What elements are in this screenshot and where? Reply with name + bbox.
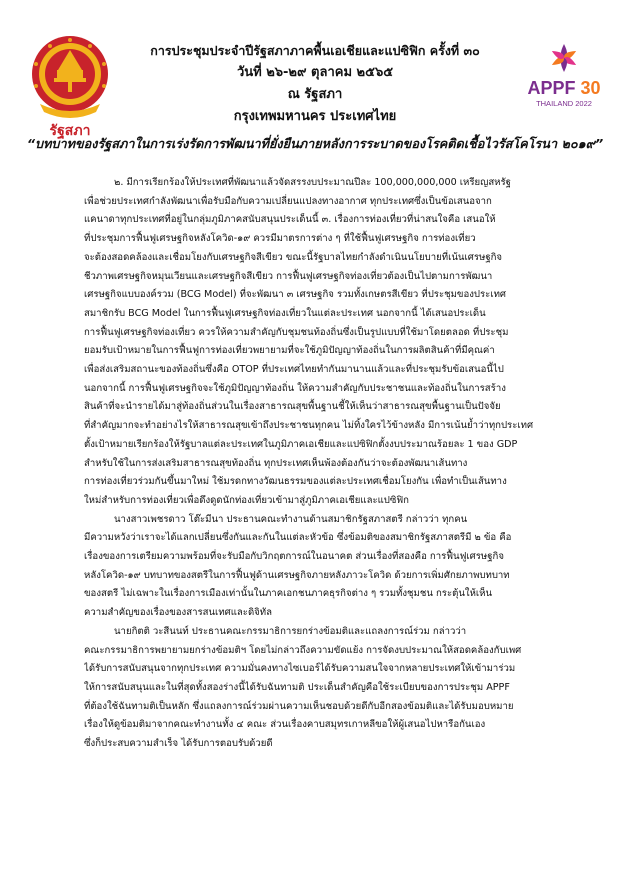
text-line: ของสตรี ไม่เฉพาะในเรื่องการเมืองเท่านั้นในภาคเอกชนภาคธุรกิจต่าง ๆ รวมทั้งชุมชน กระตุ้นให้เห็น bbox=[84, 588, 493, 600]
text-line: ตั้งเป้าหมายเรียกร้องให้รัฐบาลแต่ละประเทศในภูมิภาคเอเชียและแปซิฟิกตั้งงบประมาณร้อยละ 1 ของ GDP bbox=[84, 438, 518, 450]
text-line: การท่องเที่ยวร่วมกันขึ้นมาใหม่ ใช้มรดกทางวัฒนธรรมของแต่ละประเทศเชื่อมโยงกัน เพื่อทำเป็นเส้นทาง bbox=[84, 476, 507, 488]
paragraph-2 bbox=[84, 511, 604, 623]
text-line: คณะกรรมาธิการพยายามยกร่างข้อมติฯ โดยไม่กล่าวถึงความขัดแย้ง การจัดงบประมาณให้สอดคล้องกับเพศ bbox=[84, 644, 522, 656]
text-line: ยอมรับเป้าหมายในการฟื้นฟูการท่องเที่ยวพยายามที่จะใช้ภูมิปัญญาท้องถิ่นในการผลิตสินค้าที่มีคุณค่า bbox=[84, 345, 495, 357]
svg-text:THAILAND 2022: THAILAND 2022 bbox=[536, 99, 592, 108]
text-line: ให้การสนับสนุนและในที่สุดทั้งสองร่างนี้ได้รับฉันทามติ ประเด็นสำคัญคือใช้ระเบียบของการประชุม APPF bbox=[84, 681, 510, 693]
text-line: หลังโควิด-๑๙ บทบาทของสตรีในการฟื้นฟูด้านเศรษฐกิจภายหลังภาวะโควิด ด้วยการเพิ่มศักยภาพบทบาท bbox=[84, 569, 510, 581]
document-header bbox=[110, 40, 520, 128]
document-body bbox=[84, 174, 604, 754]
text-line: ที่ต้องใช้ฉันทามติเป็นหลัก ซึ่งแถลงการณ์ร่วมผ่านความเห็นชอบด้วยดีกับอีกสองข้อมติและได้รับมอบหมาย bbox=[84, 700, 514, 712]
appf-logo-icon bbox=[518, 42, 610, 114]
meeting-city: กรุงเทพมหานคร ประเทศไทย bbox=[233, 109, 397, 124]
text-line: จะต้องสอดคล้องและเชื่อมโยงกับเศรษฐกิจสีเขียว ขณะนี้รัฐบาลไทยกำลังดำเนินนโยบายที่เน้นเศรษฐกิจ bbox=[84, 251, 503, 263]
paragraph-1 bbox=[84, 174, 604, 511]
seal-caption: รัฐสภา bbox=[49, 123, 91, 139]
text-line: ได้รับการสนับสนุนจากทุกประเทศ ความมั่นคงทางไซเบอร์ได้รับความสนใจจากหลายประเทศให้เข้ามาร่วม bbox=[84, 663, 516, 675]
text-line: ๒. มีการเรียกร้องให้ประเทศที่พัฒนาแล้วจัดสรรงบประมาณปีละ 100,000,000,000 เหรียญสหรัฐ bbox=[114, 177, 511, 188]
meeting-venue: ณ รัฐสภา bbox=[287, 87, 343, 102]
text-line: การฟื้นฟูเศรษฐกิจท่องเที่ยว ควรให้ความสำคัญกับชุมชนท้องถิ่นซึ่งเป็นรูปแบบที่ใช้มาโดยตลอด ที่ประชุม bbox=[84, 326, 509, 338]
text-line: ชีวภาพเศรษฐกิจหมุนเวียนและเศรษฐกิจสีเขียว การฟื้นฟูเศรษฐกิจท่องเที่ยวต้องเป็นไปตามการพัฒนา bbox=[84, 270, 493, 282]
text-line: ใหม่สำหรับการท่องเที่ยวเพื่อดึงดูดนักท่องเที่ยวเข้ามาสู่ภูมิภาคเอเชียและแปซิฟิก bbox=[84, 494, 409, 506]
text-line: มีความหวังว่าเราจะได้แลกเปลี่ยนซึ่งกันและกันในแต่ละหัวข้อ ซึ่งข้อมติของสมาชิกรัฐสภาสตรีมี ๒ ข้อ คือ bbox=[84, 532, 512, 544]
text-line: เรื่องของการเตรียมความพร้อมที่จะรับมือกับวิกฤตการณ์ในอนาคต ส่วนเรื่องที่สองคือ การฟื้นฟูเศรษฐกิจ bbox=[84, 551, 504, 563]
text-line: นอกจากนี้ การฟื้นฟูเศรษฐกิจจะใช้ภูมิปัญญาท้องถิ่น ให้ความสำคัญกับประชาชนและท้องถิ่นในการสร้าง bbox=[84, 382, 506, 394]
meeting-title: การประชุมประจำปีรัฐสภาภาคพื้นเอเชียและแปซิฟิก ครั้งที่ ๓๐ bbox=[150, 43, 480, 58]
text-line: นางสาวเพชรดาว โต๊ะมีนา ประธานคณะทำงานด้านสมาชิกรัฐสภาสตรี กล่าวว่า ทุกคน bbox=[114, 513, 468, 525]
text-line: เรื่องให้ดูข้อมติมาจากคณะทำงานทั้ง ๔ คณะ ส่วนเรื่องคาบสมุทรเกาหลีขอให้ผู้เสนอไปหารือกันเอง bbox=[84, 719, 486, 731]
text-line: ซึ่งก็ประสบความสำเร็จ ได้รับการตอบรับด้วยดี bbox=[84, 738, 273, 750]
text-line: ที่ประชุมการฟื้นฟูเศรษฐกิจหลังโควิด-๑๙ ควรมีมาตรการต่าง ๆ ที่ใช้ฟื้นฟูเศรษฐกิจ การท่องเที่ยว bbox=[84, 233, 476, 245]
parliament-seal-icon bbox=[28, 34, 112, 132]
text-line: สำหรับใช้ในการส่งเสริมสาธารณสุขท้องถิ่น ทุกประเทศเห็นพ้องต้องกันว่าจะต้องพัฒนาเส้นทาง bbox=[84, 457, 468, 469]
text-line: เศรษฐกิจแบบองค์รวม (BCG Model) ที่จะพัฒนา ๓ เศรษฐกิจ รวมทั้งเกษตรสีเขียว ที่ประชุมของประเทศ bbox=[84, 289, 507, 301]
meeting-date: วันที่ ๒๖-๒๙ ตุลาคม ๒๕๖๕ bbox=[236, 65, 394, 80]
document-subtitle: “บทบาทของรัฐสภาในการเร่งรัดการพัฒนาที่ยั่งยืนภายหลังการระบาดของโรคติดเชื้อไวรัสโคโรนา ๒๐๑๙” bbox=[26, 136, 604, 151]
text-line: ความสำคัญของเรื่องของสารสนเทศและดิจิทัล bbox=[84, 607, 273, 619]
text-line: ที่สำคัญมากจะทำอย่างไรให้สาธารณสุขเข้าถึงประชาชนทุกคน ไม่ทิ้งใครไว้ข้างหลัง มีการเน้นย้ำว่าทุกประเทศ bbox=[84, 420, 534, 432]
text-line: แคนาดาทุกประเทศที่อยู่ในกลุ่มภูมิภาคสนับสนุนประเด็นนี้ ๓. เรื่องการท่องเที่ยวที่น่าสนใจคือ เสนอให้ bbox=[84, 214, 496, 226]
text-line: นายกิตติ วะสีนนท์ ประธานคณะกรรมาธิการยกร่างข้อมติและแถลงการณ์ร่วม กล่าวว่า bbox=[114, 625, 467, 637]
svg-text:APPF 30: APPF 30 bbox=[527, 78, 601, 98]
text-line: เพื่อช่วยประเทศกำลังพัฒนาเพื่อรับมือกับความเปลี่ยนแปลงทางอากาศ ทุกประเทศซึ่งเป็นข้อเสนอจาก bbox=[84, 195, 492, 207]
paragraph-3 bbox=[84, 623, 604, 754]
text-line: สินค้าที่จะนำรายได้มาสู่ท้องถิ่นส่วนในเรื่องสาธารณสุขพื้นฐานชี้ให้เห็นว่าสาธารณสุขพื้นฐานเป็นปัจจัย bbox=[84, 401, 501, 413]
text-line: สมาชิกรับ BCG Model ในการฟื้นฟูเศรษฐกิจท่องเที่ยวในแต่ละประเทศ นอกจากนี้ ได้เสนอประเด็น bbox=[84, 307, 486, 319]
text-line: เพื่อส่งเสริมสถานะของท้องถิ่นซึ่งคือ OTOP ที่ประเทศไทยทำกันมานานแล้วและที่ประชุมรับข้อเสนอนี้ไป bbox=[84, 364, 504, 376]
